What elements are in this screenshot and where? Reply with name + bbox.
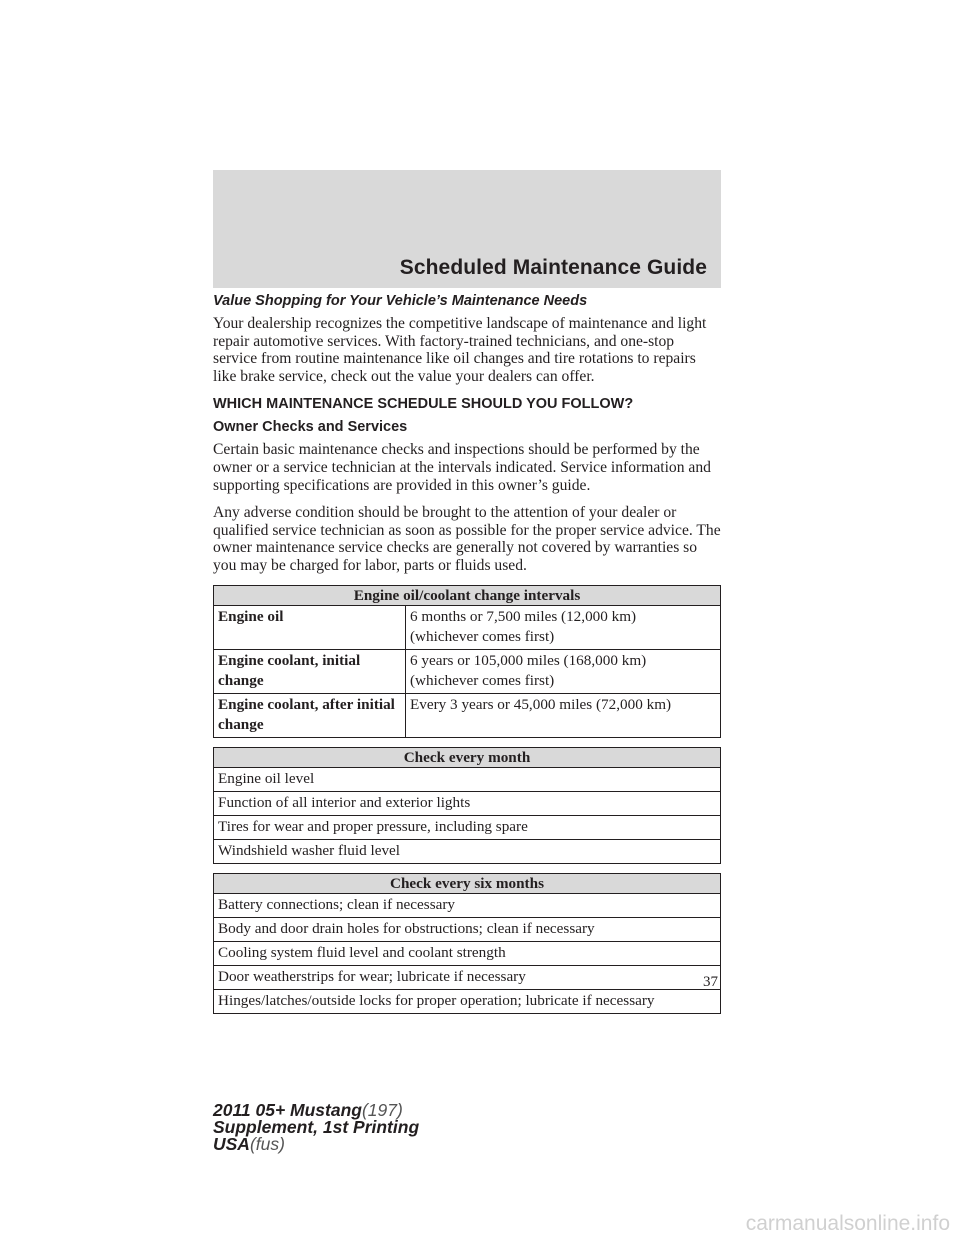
table-title: Engine oil/coolant change intervals [214, 585, 721, 605]
table-row [214, 917, 721, 941]
row-value [406, 605, 721, 649]
footer-market: USA [213, 1134, 250, 1154]
value-line: 6 months or 7,500 miles (12,000 km) [410, 607, 637, 625]
value-shopping-heading: Value Shopping for Your Vehicle’s Maintenance Needs [213, 293, 588, 309]
table-cell: Engine oil level [214, 767, 721, 791]
table-row [214, 693, 721, 737]
section-header-banner [213, 170, 721, 288]
footer-model: 2011 05+ Mustang [213, 1100, 362, 1120]
value-line: 6 years or 105,000 miles (168,000 km) [410, 651, 647, 669]
table-cell: Function of all interior and exterior lights [214, 791, 721, 815]
footer-printing: Supplement, 1st Printing [213, 1117, 420, 1137]
print-footer [213, 1102, 419, 1153]
oil-coolant-intervals-table [213, 585, 721, 738]
row-value [406, 649, 721, 693]
footer-model-code: (197) [361, 1100, 403, 1120]
footer-market-code: (fus) [249, 1134, 285, 1154]
row-label: Engine coolant, after initial change [214, 693, 406, 737]
table-row [214, 893, 721, 917]
six-month-checks-table [213, 873, 721, 1014]
table-row [214, 649, 721, 693]
owner-checks-heading: Owner Checks and Services [213, 419, 408, 436]
table-title: Check every six months [214, 873, 721, 893]
page-number: 37 [703, 974, 718, 990]
table-row [214, 791, 721, 815]
owner-checks-paragraph-1: Certain basic maintenance checks and inspections should be performed by the owner or a service technician at the intervals indicated. Service information and supporting specifications are provided in this owner’s guide. [213, 441, 711, 494]
owner-checks-paragraph-2: Any adverse condition should be brought to the attention of your dealer or qualified service technician as soon as possible for the proper service advice. The owner maintenance service checks are generally not covered by warranties so you may be charged for labor, parts or fluids used. [213, 504, 721, 574]
table-row [214, 965, 721, 989]
table-cell: Door weatherstrips for wear; lubricate if necessary [214, 965, 721, 989]
table-cell: Battery connections; clean if necessary [214, 893, 721, 917]
page-content [213, 292, 721, 1023]
table-row [214, 989, 721, 1013]
monthly-checks-table [213, 747, 721, 864]
value-line: (whichever comes first) [410, 671, 555, 689]
schedule-heading: WHICH MAINTENANCE SCHEDULE SHOULD YOU FOLLOW? [213, 396, 634, 413]
table-title: Check every month [214, 747, 721, 767]
value-line: (whichever comes first) [410, 627, 555, 645]
table-row [214, 941, 721, 965]
row-label: Engine oil [214, 605, 406, 649]
table-cell: Cooling system fluid level and coolant strength [214, 941, 721, 965]
section-header-title: Scheduled Maintenance Guide [399, 256, 707, 279]
row-label: Engine coolant, initial change [214, 649, 406, 693]
table-cell: Windshield washer fluid level [214, 839, 721, 863]
table-row [214, 605, 721, 649]
value-shopping-paragraph: Your dealership recognizes the competitive landscape of maintenance and light repair automotive services. With factory-trained technicians, and one-stop service from routine maintenance like oil changes and tire rotations to repairs like brake service, check out the value your dealers can offer. [213, 315, 707, 385]
table-cell: Tires for wear and proper pressure, including spare [214, 815, 721, 839]
site-watermark: carmanualsonline.info [745, 1212, 950, 1235]
table-row [214, 839, 721, 863]
value-line: Every 3 years or 45,000 miles (72,000 km) [410, 695, 672, 713]
row-value [406, 693, 721, 737]
table-row [214, 815, 721, 839]
table-cell: Body and door drain holes for obstructions; clean if necessary [214, 917, 721, 941]
table-cell: Hinges/latches/outside locks for proper operation; lubricate if necessary [214, 989, 721, 1013]
table-row [214, 767, 721, 791]
